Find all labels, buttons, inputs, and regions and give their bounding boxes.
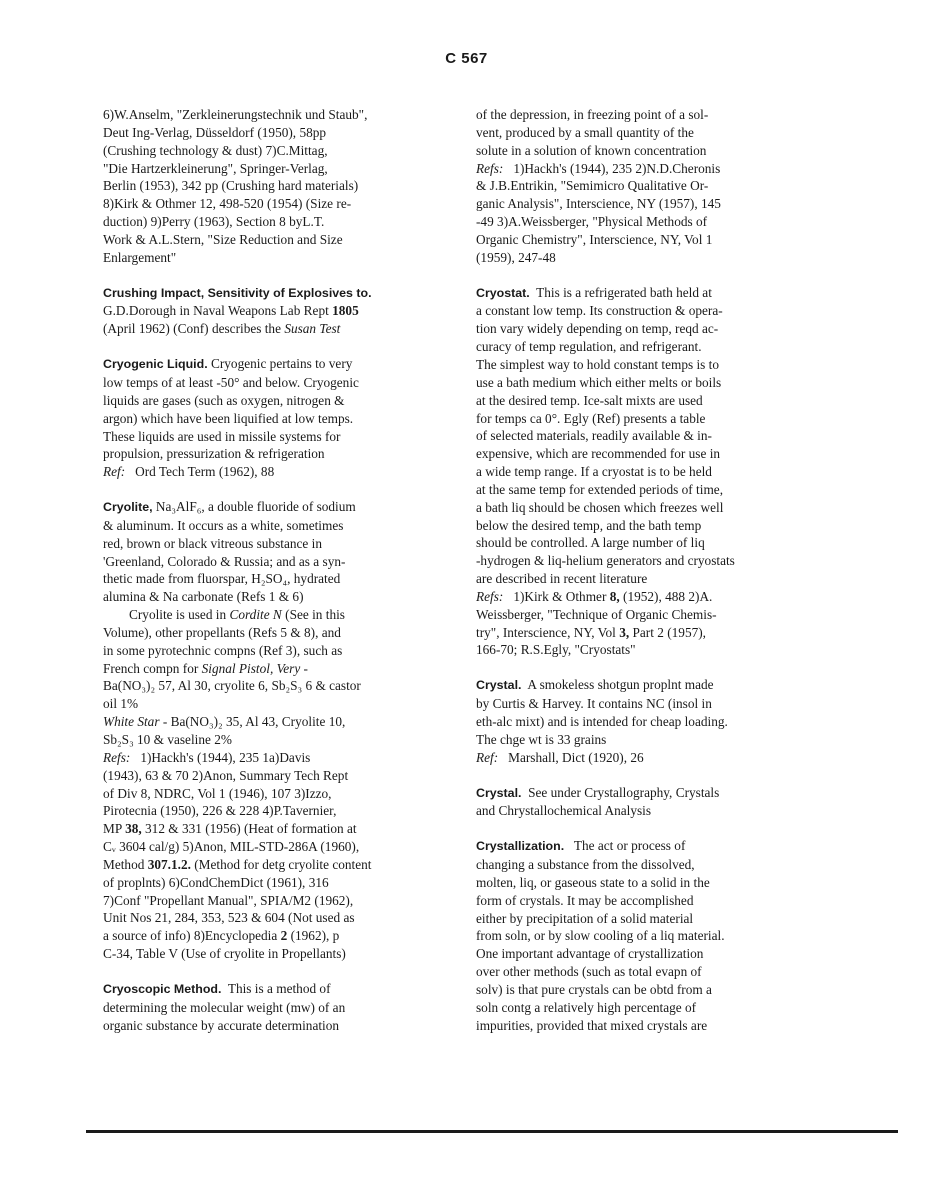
text-line: This is a refrigerated bath held at [536,284,712,300]
text-line: below the desired temp, and the bath temp [476,517,702,533]
entry-heading: Crushing Impact, Sensitivity of Explosives to. [103,285,372,300]
text-line: liquids are gases (such as oxygen, nitrogen & [103,392,345,408]
text-line: expensive, which are recommended for use in [476,446,721,462]
text-line: 7)Conf "Propellant Manual", SPIA/M2 (1962), [103,892,354,908]
entry-heading: Cryoscopic Method. [103,981,222,996]
text-line: eth-alc mixt) and is intended for cheap loading. [476,714,728,729]
text-line: C-34, Table V (Use of cryolite in Propellants) [103,946,346,962]
text-line: solute in a solution of known concentration [476,142,707,158]
text-line: of Div 8, NDRC, Vol 1 (1946), 107 3)Izzo, [103,785,332,801]
entry-crystal-see-under [476,784,798,821]
refs-label: Refs: [476,160,504,176]
text-line: ganic Analysis", Interscience, NY (1957), 145 [476,196,721,212]
text-line: curacy of temp regulation, and refrigerant. [476,339,702,355]
composition-formula: Sb₂S₃ 10 & vaseline 2% [103,732,232,747]
entry-cryoscopic-method [103,980,435,1035]
volume-number: 3, [619,624,630,640]
text-line: changing a substance from the dissolved, [476,857,695,873]
ref-text: Marshall, Dict (1920), 26 [508,749,644,765]
refs-label: Refs: [476,588,504,604]
ref-label: Ref: [103,464,126,480]
entry-heading: Cryolite, [103,500,153,515]
text-line: should be controlled. A large number of liq [476,535,705,551]
entry-crushing-impact [103,284,435,339]
text-line: Method [103,856,145,872]
text-line: 1)Hackh's (1944), 235 2)N.D.Cheronis [513,160,721,176]
text-line: Volume), other propellants (Refs 5 & 8), and [103,624,341,640]
text-line: See under Crystallography, Crystals [528,784,720,800]
text-line: of proplnts) 6)CondChemDict (1961), 316 [103,874,329,890]
text-line: 'Greenland, Colorado & Russia; and as a syn- [103,553,346,569]
text-line: use a bath medium which either melts or boils [476,374,722,390]
text-line: low temps of at least -50° and below. Cryogenic [103,374,359,390]
text-line: thetic made from fluorspar, H₂SO₄, hydrated [103,571,341,587]
text-line: in some pyrotechnic compns (Ref 3), such as [103,642,343,658]
text-line: a source of info) 8)Encyclopedia [103,928,278,944]
text-line: Weissberger, "Technique of Organic Chemis- [476,606,717,622]
text-line: red, brown or black vitreous substance in [103,535,322,551]
text-line: (April 1962) (Conf) describes the [103,321,281,337]
text-line: (1962), p [290,928,340,944]
ref-label: Ref: [476,749,499,765]
text-line: alumina & Na carbonate (Refs 1 & 6) [103,589,304,605]
text-line: impurities, provided that mixed crystals are [476,1017,708,1033]
text-line: 166-70; R.S.Egly, "Cryostats" [476,642,636,658]
text-line: oil 1% [103,696,139,712]
chemical-formula: Na₃AlF₆, [155,499,205,515]
text-line: G.D.Dorough in Naval Weapons Lab Rept [103,303,329,319]
text-line: "Die Hartzerkleinerung", Springer-Verlag, [103,160,328,176]
text-line: Work & A.L.Stern, "Size Reduction and Size [103,231,343,247]
entry-heading: Crystallization. [476,839,565,854]
composition-name: White Star - [103,714,168,730]
text-line: Enlargement" [103,249,177,265]
text-line: Cᵥ 3604 cal/g) 5)Anon, MIL-STD-286A (1960), [103,839,360,855]
entry-crystallization [476,837,798,1034]
text-line: either by precipitation of a solid material [476,910,694,926]
text-line: Pirotecnia (1950), 226 & 228 4)P.Tavernier, [103,803,337,819]
entry-anselm-refs [103,106,435,267]
text-line: (1959), 247-48 [476,249,556,265]
text-line: 8)Kirk & Othmer 12, 498-520 (1954) (Size re- [103,196,352,212]
text-line: Organic Chemistry", Interscience, NY, Vol 1 [476,231,713,247]
entry-heading: Cryogenic Liquid. [103,357,208,372]
text-line: Deut Ing-Verlag, Düsseldorf (1950), 58pp [103,124,327,140]
text-line: over other methods (such as total evapn of [476,964,702,980]
page-number: C 567 [445,50,488,67]
text-line: tion vary widely depending on temp, reqd ac- [476,321,719,337]
text-line: form of crystals. It may be accomplished [476,892,694,908]
text-line: These liquids are used in missile systems for [103,428,341,444]
text-line: Part 2 (1957), [632,624,706,640]
text-line: -hydrogen & liq-helium generators and cryostats [476,553,735,569]
text-line: One important advantage of crystallization [476,946,704,962]
text-line: by Curtis & Harvey. It contains NC (insol in [476,696,712,712]
text-line: -49 3)A.Weissberger, "Physical Methods of [476,214,708,230]
text-line: are described in recent literature [476,571,648,587]
text-line: Cryolite is used in [129,607,227,623]
text-line: The simplest way to hold constant temps is to [476,356,720,372]
text-line: French compn for [103,660,199,676]
entry-cryogenic-liquid [103,355,435,481]
text-line: for temps ca 0°. Egly (Ref) presents a table [476,410,706,426]
text-line: 6)W.Anselm, "Zerkleinerungstechnik und Staub", [103,107,368,122]
text-line: (Method for detg cryolite content [194,856,372,872]
volume-number: 2 [280,928,288,944]
text-line: 1)Kirk & Othmer [513,588,607,604]
text-line: a wide temp range. If a cryostat is to be held [476,464,712,480]
text-line: a bath liq should be chosen which freezes well [476,499,724,515]
composition-formula: Ba(NO₃)₂ 35, Al 43, Cryolite 10, [170,714,346,730]
text-line: duction) 9)Perry (1963), Section 8 byL.T. [103,214,325,230]
text-line: The act or process of [573,838,686,854]
text-line: (Crushing technology & dust) 7)C.Mittag, [103,142,328,158]
text-line: at the desired temp. Ice-salt mixts are used [476,392,703,408]
text-line: and Chrystallochemical Analysis [476,803,652,819]
text-line: of selected materials, readily available & in- [476,428,712,444]
right-column [476,106,798,1052]
text-line: MP [103,821,122,837]
text-line: (See in this [285,607,345,623]
entry-cryolite [103,498,435,963]
text-line: from soln, or by slow cooling of a liq material. [476,928,725,944]
text-line: & J.B.Entrikin, "Semimicro Qualitative Or- [476,178,709,194]
text-line: 1)Hackh's (1944), 235 1a)Davis [140,749,311,765]
text-line: Berlin (1953), 342 pp (Crushing hard materials) [103,178,359,194]
entry-heading: Crystal. [476,785,522,800]
text-line: This is a method of [227,980,331,996]
text-line: The chge wt is 33 grains [476,731,607,747]
text-line: solv) is that pure crystals can be obtd from a [476,981,712,997]
text-line: (1952), 488 2)A. [623,588,713,604]
text-line: (1943), 63 & 70 2)Anon, Summary Tech Rept [103,767,349,783]
text-line: 312 & 331 (1956) (Heat of formation at [145,821,357,837]
entry-heading: Crystal. [476,678,522,693]
text-line: a constant low temp. Its construction & opera- [476,303,723,319]
entry-crystal-propellant [476,676,798,766]
volume-number: 8, [609,588,620,604]
entry-heading: Cryostat. [476,285,530,300]
left-column [103,106,435,1052]
text-line: try", Interscience, NY, Vol [476,624,616,640]
test-name: Susan Test [284,321,341,337]
text-line: argon) which have been liquified at low temps. [103,410,354,426]
composition-name: Signal Pistol, Very - [201,660,308,676]
text-line: Unit Nos 21, 284, 353, 523 & 604 (Not used as [103,910,355,926]
text-line: at the same temp for extended periods of time, [476,481,724,497]
ref-text: Ord Tech Term (1962), 88 [135,464,275,480]
report-number: 1805 [332,303,359,319]
entry-cryostat [476,284,798,660]
text-line: propulsion, pressurization & refrigeration [103,446,325,462]
text-line: determining the molecular weight (mw) of an [103,999,346,1015]
refs-label: Refs: [103,749,131,765]
method-number: 307.1.2. [147,856,191,872]
text-line: & aluminum. It occurs as a white, sometimes [103,517,344,533]
text-line: Cryogenic pertains to very [210,356,353,372]
composition-formula: Ba(NO₃)₂ 57, Al 30, cryolite 6, Sb₂S₃ 6 & castor [103,678,361,694]
text-line: A smokeless shotgun proplnt made [527,677,714,693]
text-line: soln contg a relatively high percentage of [476,999,697,1015]
text-line: a double fluoride of sodium [208,499,356,515]
entry-cryoscopic-continued [476,106,798,267]
text-line: of the depression, in freezing point of a sol- [476,107,709,122]
text-line: vent, produced by a small quantity of the [476,124,694,140]
text-line: molten, liq, or gaseous state to a solid in the [476,874,710,890]
cordite-name: Cordite N [229,607,282,623]
volume-number: 38, [125,821,142,837]
text-line: organic substance by accurate determination [103,1017,340,1033]
footer-rule [86,1130,898,1133]
